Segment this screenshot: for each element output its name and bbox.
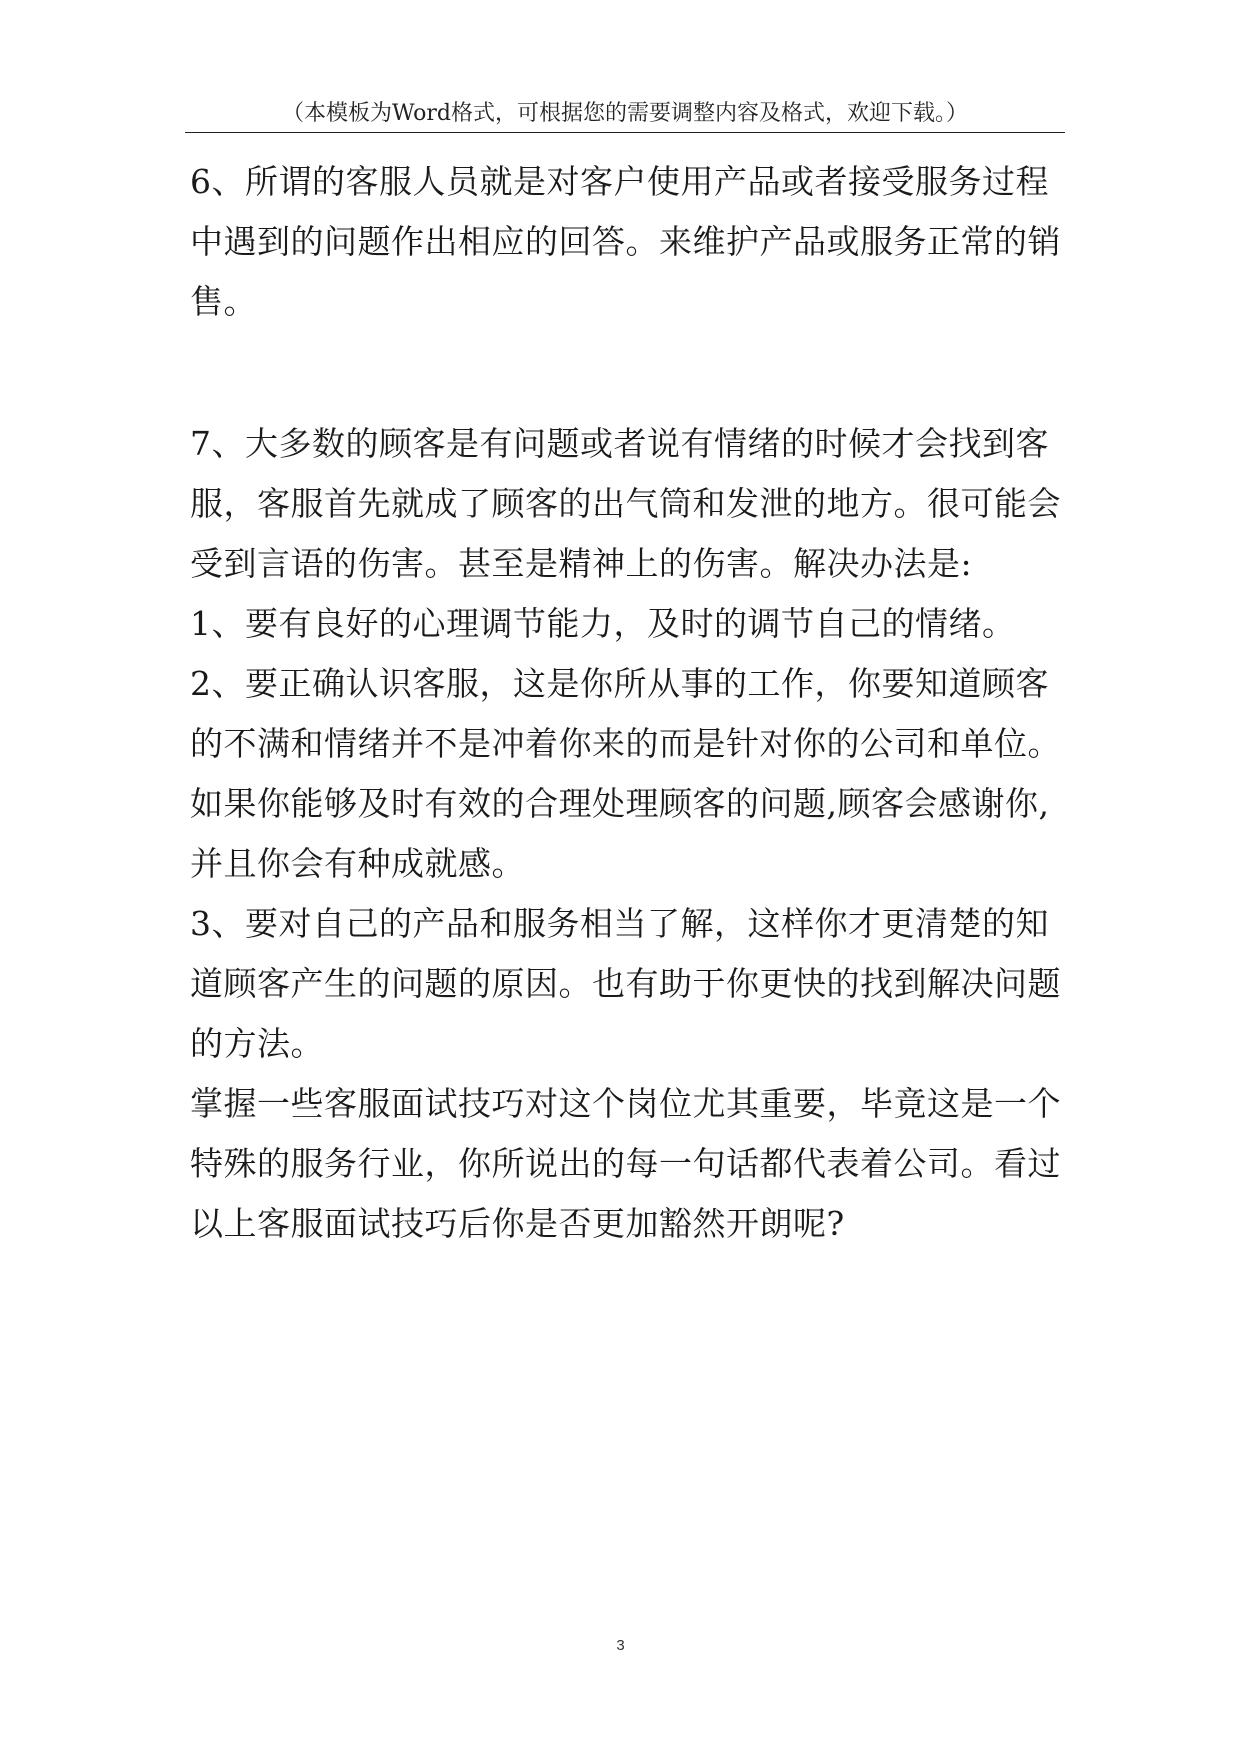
paragraph-line: 2、要正确认识客服，这是你所从事的工作，你要知道顾客 bbox=[190, 664, 1049, 703]
paragraph-line: 的不满和情绪并不是冲着你来的而是针对你的公司和单位。 bbox=[190, 724, 1061, 763]
paragraph-line: 7、大多数的顾客是有问题或者说有情绪的时候才会找到客 bbox=[190, 424, 1049, 463]
paragraph-line: 6、所谓的客服人员就是对客户使用产品或者接受服务过程 bbox=[190, 162, 1049, 201]
paragraph-line: 以上客服面试技巧后你是否更加豁然开朗呢? bbox=[190, 1204, 845, 1243]
header-divider bbox=[185, 132, 1065, 133]
paragraph-line: 3、要对自己的产品和服务相当了解，这样你才更清楚的知 bbox=[190, 904, 1049, 943]
template-note: （本模板为Word格式，可根据您的需要调整内容及格式，欢迎下载。） bbox=[282, 101, 968, 126]
paragraph-line: 特殊的服务行业，你所说出的每一句话都代表着公司。看过 bbox=[190, 1144, 1061, 1183]
paragraph-line: 服，客服首先就成了顾客的出气筒和发泄的地方。很可能会 bbox=[190, 484, 1061, 523]
paragraph-line: 受到言语的伤害。甚至是精神上的伤害。解决办法是: bbox=[190, 544, 973, 583]
paragraph-line: 掌握一些客服面试技巧对这个岗位尤其重要，毕竟这是一个 bbox=[190, 1084, 1061, 1123]
page-number: 3 bbox=[616, 1637, 625, 1654]
paragraph-line: 售。 bbox=[190, 282, 257, 321]
paragraph-line: 1、要有良好的心理调节能力，及时的调节自己的情绪。 bbox=[190, 604, 1016, 643]
paragraph-line: 的方法。 bbox=[190, 1024, 324, 1063]
paragraph-line: 道顾客产生的问题的原因。也有助于你更快的找到解决问题 bbox=[190, 964, 1061, 1003]
paragraph-line: 中遇到的问题作出相应的回答。来维护产品或服务正常的销 bbox=[190, 222, 1061, 261]
paragraph-line: 并且你会有种成就感。 bbox=[190, 844, 525, 883]
paragraph-line: 如果你能够及时有效的合理处理顾客的问题,顾客会感谢你, bbox=[190, 784, 1050, 823]
